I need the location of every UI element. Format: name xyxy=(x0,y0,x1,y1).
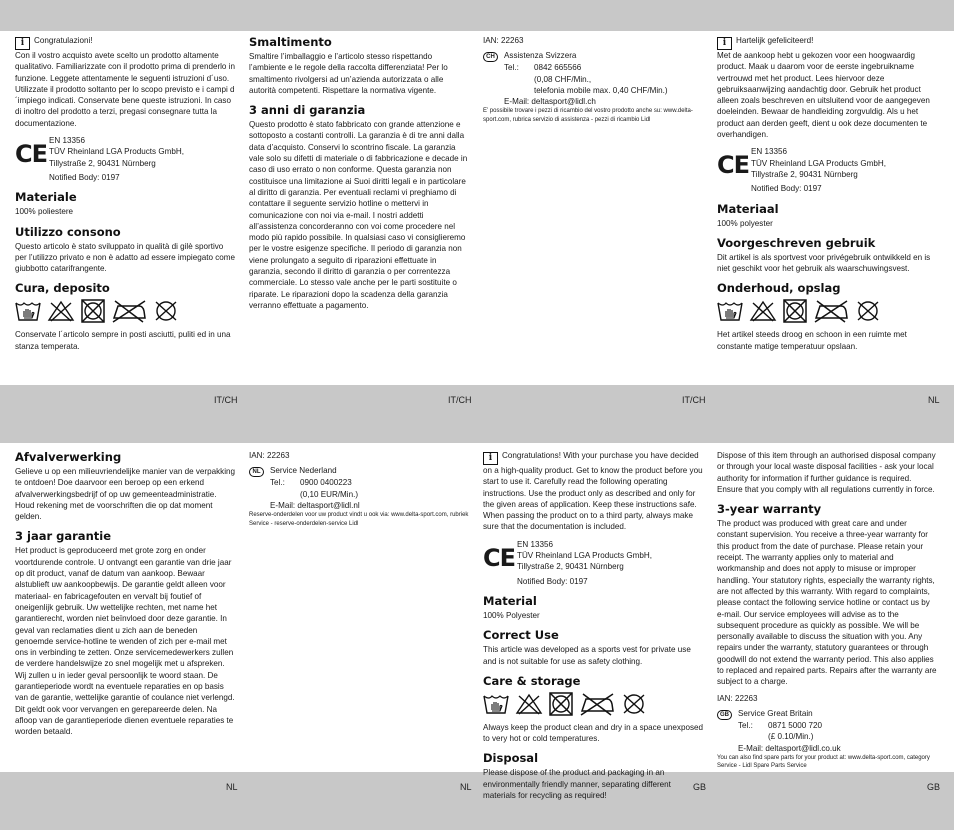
service-name: Service Great Britain xyxy=(738,708,813,718)
washing-by-hand-icon xyxy=(717,300,743,322)
ce-line: EN 13356 xyxy=(49,136,85,146)
service-email[interactable]: E-Mail: deltasport@lidl.nl xyxy=(270,500,360,510)
care-icons xyxy=(483,692,705,716)
it-column-3 xyxy=(483,35,705,124)
care-heading: Onderhoud, opslag xyxy=(717,281,841,296)
material-text: 100% poliestere xyxy=(15,207,74,217)
care-text: Conservate l´articolo sempre in posti asciutti, puliti ed in una stanza temperata. xyxy=(15,330,231,351)
page-code: GB xyxy=(927,782,941,792)
ce-line: Tillystraße 2, 90431 Nürnberg xyxy=(49,158,156,168)
disposal-text: Gelieve u op een milieuvriendelijke manier van de verpakking te ontdoen! Doe daarvoor een beroep op een erkend afvalverwerkingsbedrijf of op uw gemeenteadministratie. Houd rekening met de voorschriften die op dat moment gelden. xyxy=(15,467,236,522)
service-email[interactable]: E-Mail: deltasport@lidl.ch xyxy=(504,97,596,107)
ce-block xyxy=(483,539,705,587)
congrats-title: Congratulazioni! xyxy=(34,36,93,45)
top-band xyxy=(0,0,954,31)
material-text: 100% Polyester xyxy=(483,610,540,620)
tel-line: 0842 665566 xyxy=(534,63,582,73)
gb-column-1 xyxy=(483,450,705,801)
use-text: Dit artikel is als sportvest voor privégebruik ontwikkeld en is niet geschikt voor het gebruik als waarschuwingsvest. xyxy=(717,252,931,274)
country-badge-icon: GB xyxy=(717,710,732,720)
ce-line: TÜV Rheinland LGA Products GmbH, xyxy=(751,158,886,168)
page-code: IT/CH xyxy=(682,395,706,405)
disposal-text: Smaltire l’imballaggio e l’articolo stesso rispettando l’ambiente e le regole della raccolta differenziata! Per lo smaltimento rivolgersi ad un’azienda autorizzata o alle autorità competenti. Rispettare la normativa vigente. xyxy=(249,52,448,95)
page-code: IT/CH xyxy=(214,395,238,405)
ce-line: Notified Body: 0197 xyxy=(751,184,822,194)
warranty-text: The product was produced with great care and under constant supervision. You receive a three-year warranty for this product from the date of purchase. Please retain your receipt. The warranty applies only to material and workmanship and does not apply to misuse or improper handling. Your statutory rights, especially the warranty rights, are not affected by this warranty. With regard to complaints, please contact the following service hotline or contact us by e-mail. Our service employees will advise as to the subsequent procedure as quickly as possible. We will be personally available to discuss the situation with you. Any repairs under the warranty, statutory guarantees or through goodwill do not extend the warranty period. This also applies to replaced and repaired parts. Repairs after the warranty are subject to a charge. xyxy=(717,519,937,687)
warranty-text: Questo prodotto è stato fabbricato con grande attenzione e sottoposto a costanti controlli. La garanzia è di tre anni dalla data d’acquisto. Conservi lo scontrino fiscale. La garanzia vale solo su difetti di materiale o di fabbricazione e decade in caso di uso errato o non conforme. Questa garanzia non costituisce una limitazione ai Suoi diritti legali e in particolare al diritto di garanzia. Per eventuali reclami vi preghiamo di contattare il seguente servizio hotline o mettervi in comunicazione con noi via e-mail. I nostri addetti all’assistenza concorderanno con voi come procedere nel modo più rapido possibile. In qualsiasi caso vi consiglieremo per le vostre esigenze specifiche. Il periodo di garanzia non viene prolungato a seguito di riparazioni effettuate in garanzia, secondo il diritto di garanzia o per correntezza commerciale. Lo stesso vale anche per le parti sostituite o riparate. Le riparazioni dopo la scadenza della garanzia verranno effettuate a pagamento. xyxy=(249,120,468,310)
disposal-heading: Smaltimento xyxy=(249,35,332,49)
ce-mark-icon: CE xyxy=(15,140,48,169)
spare-parts-text: Reserve-onderdelen voor uw product vindt u ook via: www.delta-sport.com, rubriek Service - reserve-onderdelen-service Lidl xyxy=(249,512,469,527)
care-text: Always keep the product clean and dry in a space unexposed to very hot or cold temperatures. xyxy=(483,722,704,744)
service-block xyxy=(249,465,471,511)
page-code: IT/CH xyxy=(448,395,472,405)
washing-by-hand-icon xyxy=(15,300,41,322)
do-not-tumble-dry-icon xyxy=(549,692,573,716)
care-heading: Care & storage xyxy=(483,673,581,688)
disposal-heading: Disposal xyxy=(483,751,539,766)
ce-line: EN 13356 xyxy=(751,147,787,157)
congrats-title: Hartelijk gefeliciteerd! xyxy=(736,36,814,45)
do-not-dry-clean-icon xyxy=(855,299,881,323)
ce-mark-icon: CE xyxy=(483,543,516,572)
page-code: NL xyxy=(226,782,238,792)
ian-number: IAN: 22263 xyxy=(483,36,524,45)
do-not-iron-icon xyxy=(111,299,147,323)
nl-column-1 xyxy=(717,35,939,352)
spare-parts-text: You can also find spare parts for your product at: www.delta-sport.com, category Service - Lidl Spare Parts Service xyxy=(717,754,930,770)
tel-line: 0871 5000 720 xyxy=(768,720,823,730)
tel-line: (0,10 EUR/Min.) xyxy=(300,489,359,499)
care-heading: Cura, deposito xyxy=(15,281,110,296)
country-badge-icon: NL xyxy=(249,467,264,477)
middle-band xyxy=(0,385,954,443)
tel-line: 0900 0400223 xyxy=(300,478,352,488)
washing-by-hand-icon xyxy=(483,693,509,715)
disposal-continued-text: Dispose of this item through an authorised disposal company or through your local waste disposal facilities - ask your local authority for information if further guidance is required. Ensure that you comply with all regulations currently in force. xyxy=(717,451,936,494)
service-name: Service Nederland xyxy=(270,466,337,476)
congrats-text: Congratulations! With your purchase you have decided on a high-quality product. Get to know the product before you start to use it. Carefully read the following operating instructions. Use the product only as described and only for the given areas of application. Keep these instructions safe. When passing the product on to a third party, always make sure that the documentation is included. xyxy=(483,451,703,532)
info-icon: i xyxy=(717,37,732,50)
service-block xyxy=(483,50,705,107)
tel-line: telefonia mobile max. 0,40 CHF/Min.) xyxy=(534,85,668,95)
ce-block xyxy=(717,146,939,194)
warranty-heading: 3-year warranty xyxy=(717,502,822,517)
do-not-dry-clean-icon xyxy=(153,299,179,323)
ian-number: IAN: 22263 xyxy=(717,693,758,703)
service-name: Assistenza Svizzera xyxy=(504,51,577,61)
ce-line: Notified Body: 0197 xyxy=(517,576,588,586)
do-not-tumble-dry-icon xyxy=(783,299,807,323)
do-not-bleach-icon xyxy=(515,693,543,715)
ce-line: Tillystraße 2, 90431 Nürnberg xyxy=(751,169,858,179)
it-column-2 xyxy=(249,35,471,311)
warranty-heading: 3 jaar garantie xyxy=(15,529,111,544)
bottom-band xyxy=(0,772,954,830)
care-icons xyxy=(15,299,237,323)
page-code: NL xyxy=(928,395,940,405)
nl-column-3 xyxy=(249,450,471,528)
care-icons xyxy=(717,299,939,323)
ce-block xyxy=(15,135,237,183)
tel-line: (0,08 CHF/Min., xyxy=(534,74,592,84)
do-not-iron-icon xyxy=(813,299,849,323)
do-not-bleach-icon xyxy=(749,300,777,322)
do-not-dry-clean-icon xyxy=(621,692,647,716)
material-heading: Materiale xyxy=(15,190,77,205)
do-not-tumble-dry-icon xyxy=(81,299,105,323)
congrats-text: Met de aankoop hebt u gekozen voor een hoogwaardig product. Maak u daarom voor de eerste ingebruikname vertrouwd met het product. Lees hiervoor deze gebruiksaanwijzing aandachtig door. Gebruik het product alleen zoals beschreven en uitsluitend voor de aangegeven doeleinden. Bewaar de handleiding zorgvuldig. Als u het product aan derden geeft, dient u ook deze documenten te overhandigen. xyxy=(717,51,930,140)
use-heading: Voorgeschreven gebruik xyxy=(717,235,876,250)
tel-label: Tel.: xyxy=(504,63,519,73)
ce-line: Tillystraße 2, 90431 Nürnberg xyxy=(517,562,624,572)
service-block xyxy=(717,708,939,754)
country-badge-icon: CH xyxy=(483,52,498,62)
tel-label: Tel.: xyxy=(738,720,753,730)
use-heading: Correct Use xyxy=(483,628,559,643)
use-text: Questo articolo è stato sviluppato in qualità di gilè sportivo per l’utilizzo privato e non è adatto ad essere impiegato come giubbotto catarifrangente. xyxy=(15,241,236,274)
use-text: This article was developed as a sports vest for private use and is not suitable for use as safety clothing. xyxy=(483,645,691,666)
material-text: 100% polyester xyxy=(717,218,773,228)
page-code: NL xyxy=(460,782,472,792)
page-code: GB xyxy=(693,782,707,792)
spare-parts-text: E’ possibile trovare i pezzi di ricambio del vostro prodotto anche su: www.delta-sport.com, rubrica servizio di assistenza - pezzi di ricambio Lidl xyxy=(483,108,693,123)
material-heading: Materiaal xyxy=(717,201,779,216)
gb-column-2 xyxy=(717,450,939,771)
ian-number: IAN: 22263 xyxy=(249,451,290,460)
service-email[interactable]: E-Mail: deltasport@lidl.co.uk xyxy=(738,743,841,753)
care-text: Het artikel steeds droog en schoon in een ruimte met constante matige temperatuur opslaan. xyxy=(717,330,907,351)
warranty-heading: 3 anni di garanzia xyxy=(249,103,366,118)
ce-line: TÜV Rheinland LGA Products GmbH, xyxy=(517,551,652,561)
tel-line: (£ 0.10/Min.) xyxy=(768,732,814,742)
warranty-text: Het product is geproduceerd met grote zorg en onder voortdurende controle. U ontvangt een garantie van drie jaar op dit product, vanaf de datum van aankoop. Bewaar alstublieft uw aankoopbewijs. De garantie geldt alleen voor materiaal- en fabricagefouten en vervalt bij foutief of oneigenlijk gebruik. Uw wettelijke rechten, met name het garantierecht, worden niet beïnvloed door deze garantie. In geval van reclamaties dient u zich aan de beneden genoemde service-hotline te wenden of zich per e-mail met ons in verbinding te zetten. Onze servicemedewerkers zullen de verdere handelswijze zo snel mogelijk met u afspreken. Wij zullen u in ieder geval persoonlijk te woord staan. De garantieperiode wordt na eventuele reparaties en op basis van de garantie, wettelijke garantie of coulance niet verlengd. Dit geldt ook voor vervangen en gerepareerde delen. Na afloop van de garantieperiode dienen eventuele reparaties te worden betaald. xyxy=(15,546,235,737)
info-icon: i xyxy=(15,37,30,50)
do-not-iron-icon xyxy=(579,692,615,716)
ce-line: Notified Body: 0197 xyxy=(49,172,120,182)
nl-column-2 xyxy=(15,450,237,738)
ce-line: EN 13356 xyxy=(517,539,553,549)
material-heading: Material xyxy=(483,593,537,608)
disposal-heading: Afvalverwerking xyxy=(15,450,122,464)
it-column-1 xyxy=(15,35,237,352)
ce-mark-icon: CE xyxy=(717,151,750,180)
congrats-text: Con il vostro acquisto avete scelto un prodotto altamente qualitativo. Familiarizzate con il prodotto prima di prenderlo in funzione. Leggete attentamente le seguenti istruzioni d´uso. Utilizzate il prodotto soltanto per lo scopo previsto e i campi d´impiego indicati. Conservate bene queste istruzioni. In caso di inoltro del prodotto a terzi, pregasi consegnare tutta la documentazione. xyxy=(15,51,235,128)
disposal-text: Please dispose of the product and packaging in an environmentally friendly manner, separating different materials for recycling as required! xyxy=(483,768,671,801)
tel-label: Tel.: xyxy=(270,478,285,488)
use-heading: Utilizzo consono xyxy=(15,224,121,239)
ce-line: TÜV Rheinland LGA Products GmbH, xyxy=(49,147,184,157)
do-not-bleach-icon xyxy=(47,300,75,322)
info-icon: i xyxy=(483,452,498,465)
